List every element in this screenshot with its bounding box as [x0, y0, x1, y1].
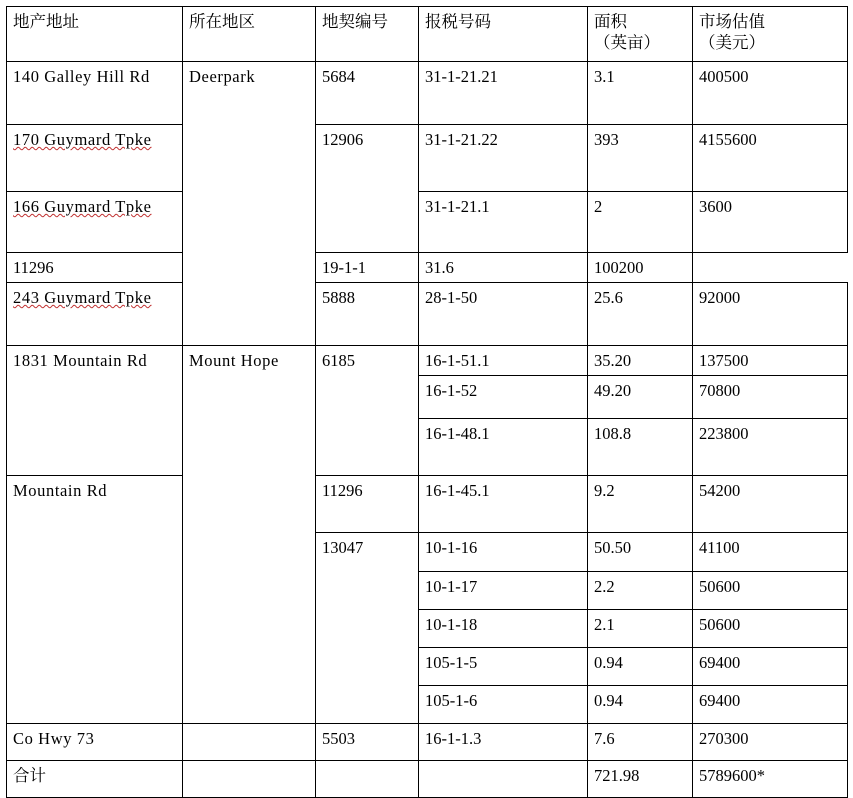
address-cell: [7, 192, 183, 253]
area-cell: 108.8: [588, 419, 693, 476]
value-cell: 69400: [693, 648, 848, 686]
value-cell: 223800: [693, 419, 848, 476]
table-row: [7, 346, 848, 376]
table-header-row: [7, 7, 848, 62]
address-cell: [7, 346, 183, 476]
tax-no-cell: 31-1-21.22: [419, 125, 588, 192]
value-cell: 92000: [693, 283, 848, 346]
area-cell: 2.1: [588, 610, 693, 648]
deed-no-cell: 12906: [316, 125, 419, 253]
table-row: [7, 724, 848, 761]
tax-no-cell: 31-1-21.1: [419, 192, 588, 253]
header-area-line1: 面积: [594, 12, 627, 31]
area-cell: 3.1: [588, 62, 693, 125]
value-cell: 70800: [693, 376, 848, 419]
area-cell: 393: [588, 125, 693, 192]
table-row: [7, 62, 848, 125]
address-cell: [7, 125, 183, 192]
address-text: Mountain Rd: [13, 481, 108, 501]
header-region: 所在地区: [183, 7, 316, 62]
address-cell: [7, 724, 183, 761]
deed-no-cell: 13047: [316, 533, 419, 724]
value-cell: 69400: [693, 686, 848, 724]
tax-no-cell: 16-1-1.3: [419, 724, 588, 761]
address-text: 243 Guymard Tpke: [13, 288, 152, 308]
value-cell: 400500: [693, 62, 848, 125]
tax-no-cell: 10-1-17: [419, 572, 588, 610]
header-area: [588, 7, 693, 62]
region-cell-empty: [183, 724, 316, 761]
tax-no-cell: 16-1-51.1: [419, 346, 588, 376]
tax-no-cell: 105-1-5: [419, 648, 588, 686]
area-cell: 2.2: [588, 572, 693, 610]
address-text: 166 Guymard Tpke: [13, 197, 152, 216]
deed-no-cell: 5684: [316, 62, 419, 125]
value-cell: 4155600: [693, 125, 848, 192]
region-text: Mount Hope: [189, 351, 279, 371]
total-area: 721.98: [588, 761, 693, 798]
tax-no-cell: 105-1-6: [419, 686, 588, 724]
header-area-line2: （英亩）: [594, 33, 660, 53]
value-cell: 54200: [693, 476, 848, 533]
deed-no-cell: 6185: [316, 346, 419, 476]
value-cell: 137500: [693, 346, 848, 376]
value-cell: 50600: [693, 610, 848, 648]
area-cell: 2: [588, 192, 693, 253]
area-cell: 9.2: [588, 476, 693, 533]
address-text: 1831 Mountain Rd: [13, 351, 148, 371]
table-row: [7, 283, 848, 346]
header-market-value: [693, 7, 848, 62]
area-cell: 31.6: [419, 253, 588, 283]
address-cell: [7, 476, 183, 724]
area-cell: 35.20: [588, 346, 693, 376]
header-deed-no: 地契编号: [316, 7, 419, 62]
area-cell: 50.50: [588, 533, 693, 572]
tax-no-cell: 16-1-52: [419, 376, 588, 419]
area-cell: 49.20: [588, 376, 693, 419]
header-value-line2: （美元）: [699, 33, 765, 53]
deed-no-cell: 5503: [316, 724, 419, 761]
value-cell: 270300: [693, 724, 848, 761]
total-label: 合计: [7, 761, 183, 798]
property-table: [6, 6, 848, 798]
value-cell: 100200: [588, 253, 693, 283]
area-cell: 0.94: [588, 648, 693, 686]
total-value: 5789600*: [693, 761, 848, 798]
address-text: Co Hwy 73: [13, 729, 95, 749]
address-cell: [7, 62, 183, 125]
area-cell: 0.94: [588, 686, 693, 724]
total-deed-empty: [316, 761, 419, 798]
header-tax-no: 报税号码: [419, 7, 588, 62]
table-total-row: [7, 761, 848, 798]
table-row: [7, 476, 848, 533]
area-cell: 25.6: [588, 283, 693, 346]
header-address: 地产地址: [7, 7, 183, 62]
address-text: 170 Guymard Tpke: [13, 130, 152, 149]
header-value-line1: 市场估值: [699, 12, 765, 31]
region-cell-deerpark: [183, 62, 316, 346]
region-text: Deerpark: [189, 67, 256, 86]
total-region-empty: [183, 761, 316, 798]
address-cell: [7, 283, 183, 346]
region-cell-mount-hope: [183, 346, 316, 724]
tax-no-cell: 31-1-21.21: [419, 62, 588, 125]
value-cell: 41100: [693, 533, 848, 572]
address-text: 140 Galley Hill Rd: [13, 67, 150, 86]
value-cell: 3600: [693, 192, 848, 253]
deed-no-cell: 11296: [316, 476, 419, 533]
table-row: [7, 253, 848, 283]
value-cell: 50600: [693, 572, 848, 610]
deed-no-cell: 5888: [316, 283, 419, 346]
tax-no-cell: 10-1-18: [419, 610, 588, 648]
total-tax-empty: [419, 761, 588, 798]
tax-no-cell: 19-1-1: [316, 253, 419, 283]
tax-no-cell: 10-1-16: [419, 533, 588, 572]
tax-no-cell: 16-1-45.1: [419, 476, 588, 533]
table-row: [7, 192, 848, 253]
deed-no-cell: 11296: [7, 253, 183, 283]
tax-no-cell: 28-1-50: [419, 283, 588, 346]
area-cell: 7.6: [588, 724, 693, 761]
table-row: [7, 125, 848, 192]
tax-no-cell: 16-1-48.1: [419, 419, 588, 476]
